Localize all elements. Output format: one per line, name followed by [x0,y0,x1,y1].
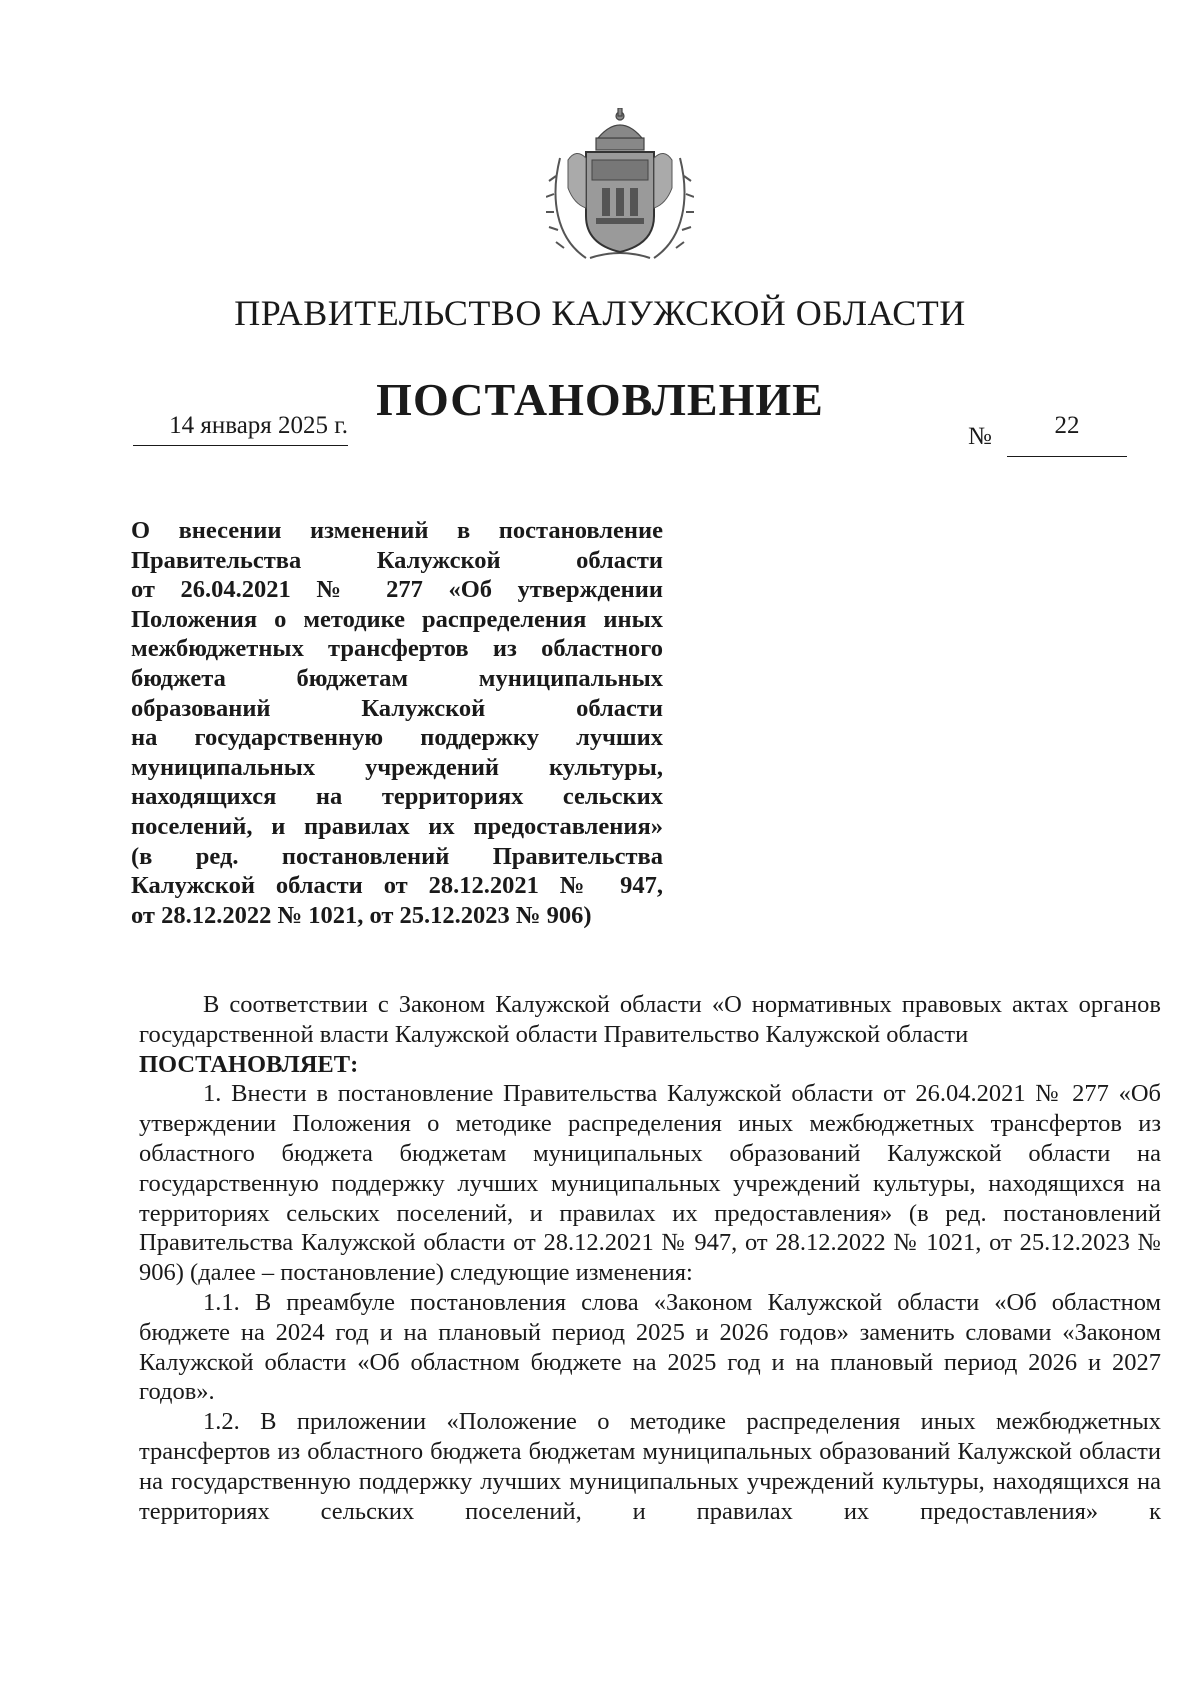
number-sign: № [968,423,992,450]
paragraph-1: 1. Внести в постановление Правительства Калужской области от 26.04.2021 № 277 «Об утверждении Положения о методике распределения иных межбюджетных трансфертов из областного бюджета бюджетам муниципальных образований Калужской области на государственную поддержку лучших муниципальных учреждений культуры, находящихся на территориях сельских поселений, и правилах их предоставления» (в ред. постановлений Правительства Калужской области от 28.12.2021 № 947, от 28.12.2022 № 1021, от 25.12.2023 № 906) (далее – постановление) следующие изменения: [139,1080,1161,1287]
subject-line: О внесении изменений в постановление [131,517,663,544]
subject-line: (в ред. постановлений Правительства [131,842,663,870]
subject-line: образований Калужской области [131,694,663,722]
paragraph-1-1: 1.1. В преамбуле постановления слова «Законом Калужской области «Об областном бюджете на 2024 год и на плановый период 2025 и 2026 годов» заменить словами «Законом Калужской области «Об областном бюджете на 2025 год и на плановый период 2026 и 2027 годов». [139,1288,1161,1406]
document-date: 14 января 2025 г. [133,412,348,446]
document-body [139,990,1161,1526]
paragraph-1-2: 1.2. В приложении «Положение о методике распределения иных межбюджетных трансфертов из областного бюджета бюджетам муниципальных образований Калужской области на государственную поддержку лучших муниципальных учреждений культуры, находящихся на территориях сельских поселений, и правилах их предоставления» к [139,1408,1161,1525]
document-subject [131,516,663,930]
document-type: ПОСТАНОВЛЕНИЕ [376,374,824,425]
preamble-paragraph [139,990,1161,1079]
subject-line: находящихся на территориях сельских [131,783,663,811]
subject-line: бюджета бюджетам муниципальных [131,664,663,692]
resolves-keyword: ПОСТАНОВЛЯЕТ: [139,1050,359,1078]
subject-line: на государственную поддержку лучших [131,724,663,752]
subject-line: от 26.04.2021 № 277 «Об утверждении [131,576,663,604]
subject-line: от 28.12.2022 № 1021, от 25.12.2023 № 906) [131,901,592,929]
subject-line: Калужской области от 28.12.2021 № 947, [131,872,663,900]
preamble-text: В соответствии с Законом Калужской области «О нормативных правовых актах органов государственной власти Калужской области Правительство Калужской области [139,991,1161,1048]
subject-line: муниципальных учреждений культуры, [131,753,663,781]
subject-line: Правительства Калужской области [131,546,663,574]
subject-line: межбюджетных трансфертов из областного [131,635,663,663]
number-value: 22 [1007,412,1127,457]
subject-line: поселений, и правилах их предоставления» [131,812,663,840]
kaluga-coat-of-arms-icon [546,108,694,266]
subject-line: Положения о методике распределения иных [131,605,663,633]
government-name: ПРАВИТЕЛЬСТВО КАЛУЖСКОЙ ОБЛАСТИ [234,293,966,333]
